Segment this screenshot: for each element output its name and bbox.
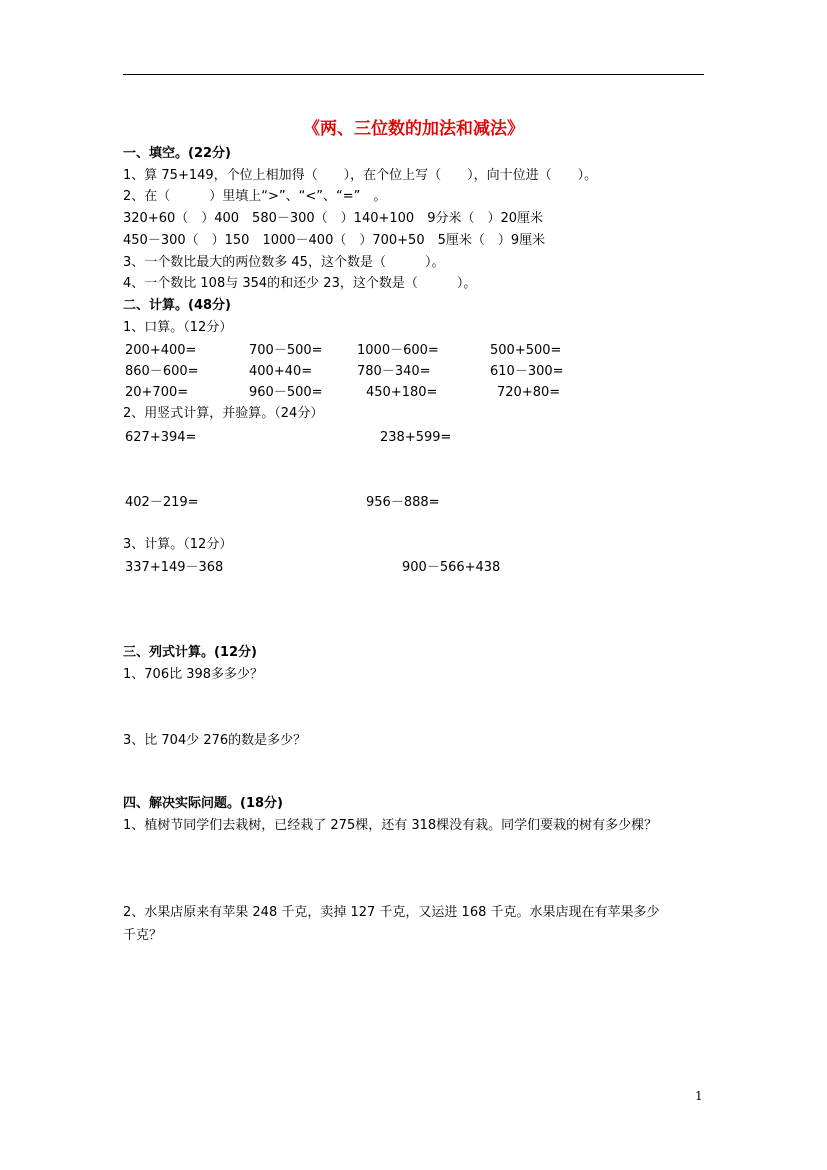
- expression-question-3: 3、比 704少 276的数是多少？: [123, 733, 307, 748]
- oral-problem: 20+700=: [125, 385, 189, 400]
- fill-blank-line-3: 320+60（ ）400 580－300（ ）140+100 9分米（ ）20厘米: [123, 211, 544, 226]
- vertical-problem: 402－219=: [125, 495, 199, 510]
- fill-blank-line-5: 3、一个数比最大的两位数多 45，这个数是（ ）。: [123, 255, 445, 270]
- word-problem-2-line-2: 千克？: [123, 928, 163, 943]
- vertical-problem: 956－888=: [366, 495, 440, 510]
- oral-problem: 1000－600=: [357, 343, 439, 358]
- vertical-problem: 627+394=: [125, 430, 197, 445]
- mixed-problem: 337+149－368: [125, 560, 224, 575]
- section-3-heading: 三、列式计算。(12分): [123, 645, 257, 660]
- oral-problem: 200+400=: [125, 343, 197, 358]
- fill-blank-line-4: 450－300（ ）150 1000－400（ ）700+50 5厘米（ ）9厘米: [123, 233, 546, 248]
- oral-problem: 610－300=: [490, 364, 564, 379]
- fill-blank-line-6: 4、一个数比 108与 354的和还少 23，这个数是（ ）。: [123, 276, 477, 291]
- oral-problem: 700－500=: [249, 343, 323, 358]
- oral-calc-heading: 1、口算。（12分）: [123, 320, 233, 335]
- section-4-heading: 四、解决实际问题。(18分): [123, 796, 283, 811]
- header-rule: [123, 74, 704, 75]
- mixed-calc-heading: 3、计算。（12分）: [123, 537, 233, 552]
- page-number: 1: [695, 1089, 703, 1103]
- oral-problem: 960－500=: [249, 385, 323, 400]
- word-problem-1: 1、植树节同学们去栽树，已经栽了 275棵，还有 318棵没有栽。同学们要栽的树有多少棵？: [123, 818, 658, 833]
- vertical-problem: 238+599=: [380, 430, 452, 445]
- oral-problem: 720+80=: [497, 385, 561, 400]
- fill-blank-line-1: 1、算 75+149，个位上相加得（ ），在个位上写（ ），向十位进（ ）。: [123, 168, 598, 183]
- section-2-heading: 二、计算。(48分): [123, 298, 231, 313]
- fill-blank-line-2: 2、在（ ）里填上“>”、“<”、“=” 。: [123, 189, 387, 204]
- oral-problem: 860－600=: [125, 364, 199, 379]
- oral-problem: 450+180=: [366, 385, 438, 400]
- section-1-heading: 一、填空。(22分): [123, 146, 231, 161]
- worksheet-title: 《两、三位数的加法和减法》: [303, 119, 524, 139]
- expression-question-1: 1、706比 398多多少？: [123, 667, 264, 682]
- oral-problem: 780－340=: [357, 364, 431, 379]
- oral-problem: 400+40=: [249, 364, 313, 379]
- word-problem-2-line-1: 2、水果店原来有苹果 248 千克，卖掉 127 千克，又运进 168 千克。水果店现在有苹果多少: [123, 905, 660, 920]
- vertical-calc-heading: 2、用竖式计算，并验算。（24分）: [123, 406, 324, 421]
- mixed-problem: 900－566+438: [402, 560, 501, 575]
- oral-problem: 500+500=: [490, 343, 562, 358]
